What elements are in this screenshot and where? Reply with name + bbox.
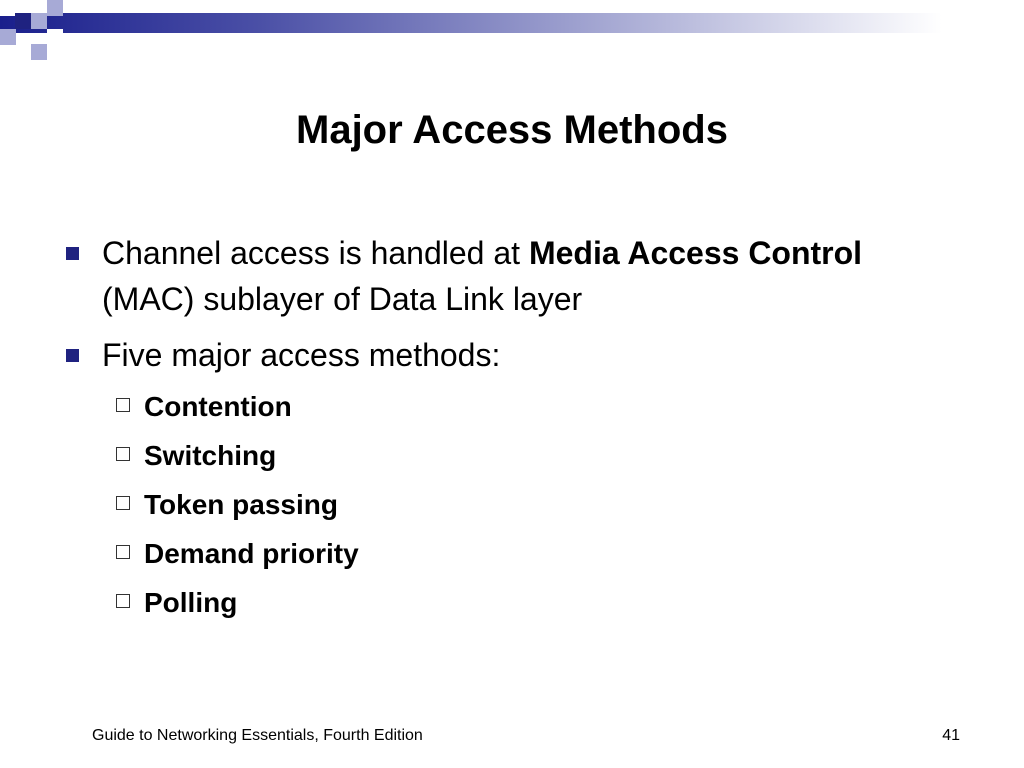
sub-bullet-text: Contention xyxy=(144,391,292,422)
decor-square-icon xyxy=(31,13,47,29)
sub-bullet-text: Demand priority xyxy=(144,538,359,569)
decor-square-icon xyxy=(31,44,47,60)
bullet-text-bold: Media Access Control xyxy=(528,235,863,271)
sub-bullet-text: Token passing xyxy=(144,489,338,520)
filled-square-icon xyxy=(66,349,79,362)
filled-square-icon xyxy=(66,247,79,260)
header-gradient-bar xyxy=(0,13,1024,33)
hollow-square-icon xyxy=(116,447,130,461)
decor-square-icon xyxy=(15,13,31,29)
sub-bullet-text: Switching xyxy=(144,440,277,471)
bullet-text-suffix: (MAC) sublayer of Data Link layer xyxy=(102,281,583,317)
hollow-square-icon xyxy=(116,545,130,559)
decor-square-icon xyxy=(0,29,16,45)
sub-bullet-text: Polling xyxy=(144,587,238,618)
bullet-list xyxy=(60,230,940,637)
bullet-text: Five major access methods: xyxy=(102,337,501,373)
sub-bullet-item xyxy=(60,480,940,529)
footer-book-title: Guide to Networking Essentials, Fourth Edition xyxy=(92,727,423,744)
hollow-square-icon xyxy=(116,398,130,412)
sub-bullet-item xyxy=(60,529,940,578)
sub-bullet-list xyxy=(102,382,940,627)
sub-bullet-item xyxy=(60,382,940,431)
sub-bullet-item xyxy=(60,578,940,627)
sub-bullet-item xyxy=(60,431,940,480)
hollow-square-icon xyxy=(116,496,130,510)
hollow-square-icon xyxy=(116,594,130,608)
decor-square-icon xyxy=(47,0,63,16)
decor-square-icon xyxy=(47,29,63,45)
slide-title: Major Access Methods xyxy=(296,108,728,152)
bullet-text-prefix: Channel access is handled at xyxy=(102,235,529,271)
bullet-item xyxy=(60,230,940,322)
decor-square-icon xyxy=(0,0,16,16)
bullet-item xyxy=(60,332,940,627)
page-number: 41 xyxy=(942,727,960,744)
